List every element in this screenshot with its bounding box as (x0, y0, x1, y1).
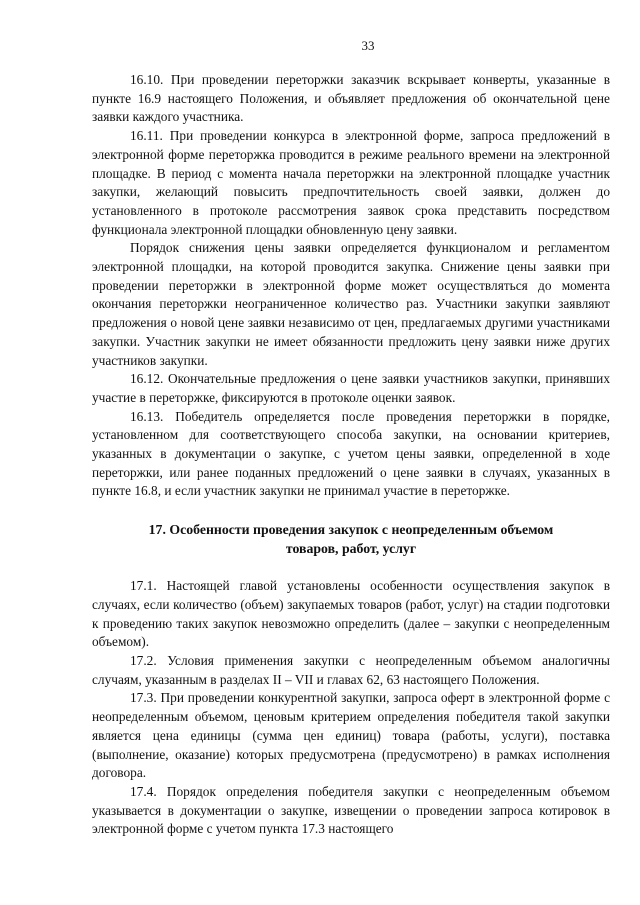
paragraph-17-1: 17.1. Настоящей главой установлены особенности осуществления закупок в случаях, если количество (объем) закупаемых товаров (работ, услуг) на стадии подготовки к проведению таких закупок невозможно определить (далее – закупки с неопределенным объемом). (92, 578, 610, 650)
paragraph-17-3: 17.3. При проведении конкурентной закупки, запроса оферт в электронной форме с неопределенным объемом, ценовым критерием определения победителя такой закупки является цена единицы (сумма цен единиц) товара (работы, услуги), поставка (выполнение, оказание) которых предусмотрена (предусмотрено) в рамках исполнения договора. (92, 690, 610, 781)
section-heading-line1: 17. Особенности проведения закупок с неопределенным объемом (148, 522, 554, 538)
paragraph-16-13: 16.13. Победитель определяется после проведения переторжки в порядке, установленном для соответствующего способа закупки, на основании критериев, указанных в документации о закупке, с учетом цены заявки, определенной в ходе переторжки, или ранее поданных предложений о цене заявки в случаях, указанных в пункте 16.8, и если участник закупки не принимал участие в переторжке. (92, 408, 610, 499)
section-heading (92, 521, 610, 558)
page-number: 33 (361, 38, 375, 53)
paragraph-16-11: 16.11. При проведении конкурса в электронной форме, запроса предложений в электронной форме переторжка проводится в режиме реального времени на электронной площадке. В период с момента начала переторжки на электронной площадке участник закупки, желающий повысить предпочтительность своей заявки, должен до установленного в протоколе рассмотрения заявок срока представить посредством функционала электронной площадки обновленную цену заявки. (92, 128, 610, 237)
paragraph-price-reduction: Порядок снижения цены заявки определяется функционалом и регламентом электронной площадки, на которой проводится закупка. Снижение цены заявки при проведении переторжки в электронной форме может осуществляться до момента окончания переторжки неограниченное количество раз. Участники закупки заявляют предложения о новой цене заявки независимо от цен, предлагаемых другими участниками закупки. Участник закупки не имеет обязанности предложить цену заявки ниже других участников закупки. (92, 240, 610, 368)
section-heading-line2: товаров, работ, услуг (285, 540, 417, 556)
paragraph-17-2: 17.2. Условия применения закупки с неопределенным объемом аналогичны случаям, указанным в разделах II – VII и главах 62, 63 настоящего Положения. (92, 652, 610, 687)
paragraph-17-4: 17.4. Порядок определения победителя закупки с неопределенным объемом указывается в документации о закупке, извещении о проведении запроса котировок в электронной форме с учетом пункта 17.3 настоящего (92, 783, 610, 837)
paragraph-16-12: 16.12. Окончательные предложения о цене заявки участников закупки, принявших участие в переторжке, фиксируются в протоколе оценки заявок. (92, 371, 610, 405)
paragraph-16-10: 16.10. При проведении переторжки заказчик вскрывает конверты, указанные в пункте 16.9 настоящего Положения, и объявляет предложения об окончательной цене заявки каждого участника. (92, 72, 610, 125)
